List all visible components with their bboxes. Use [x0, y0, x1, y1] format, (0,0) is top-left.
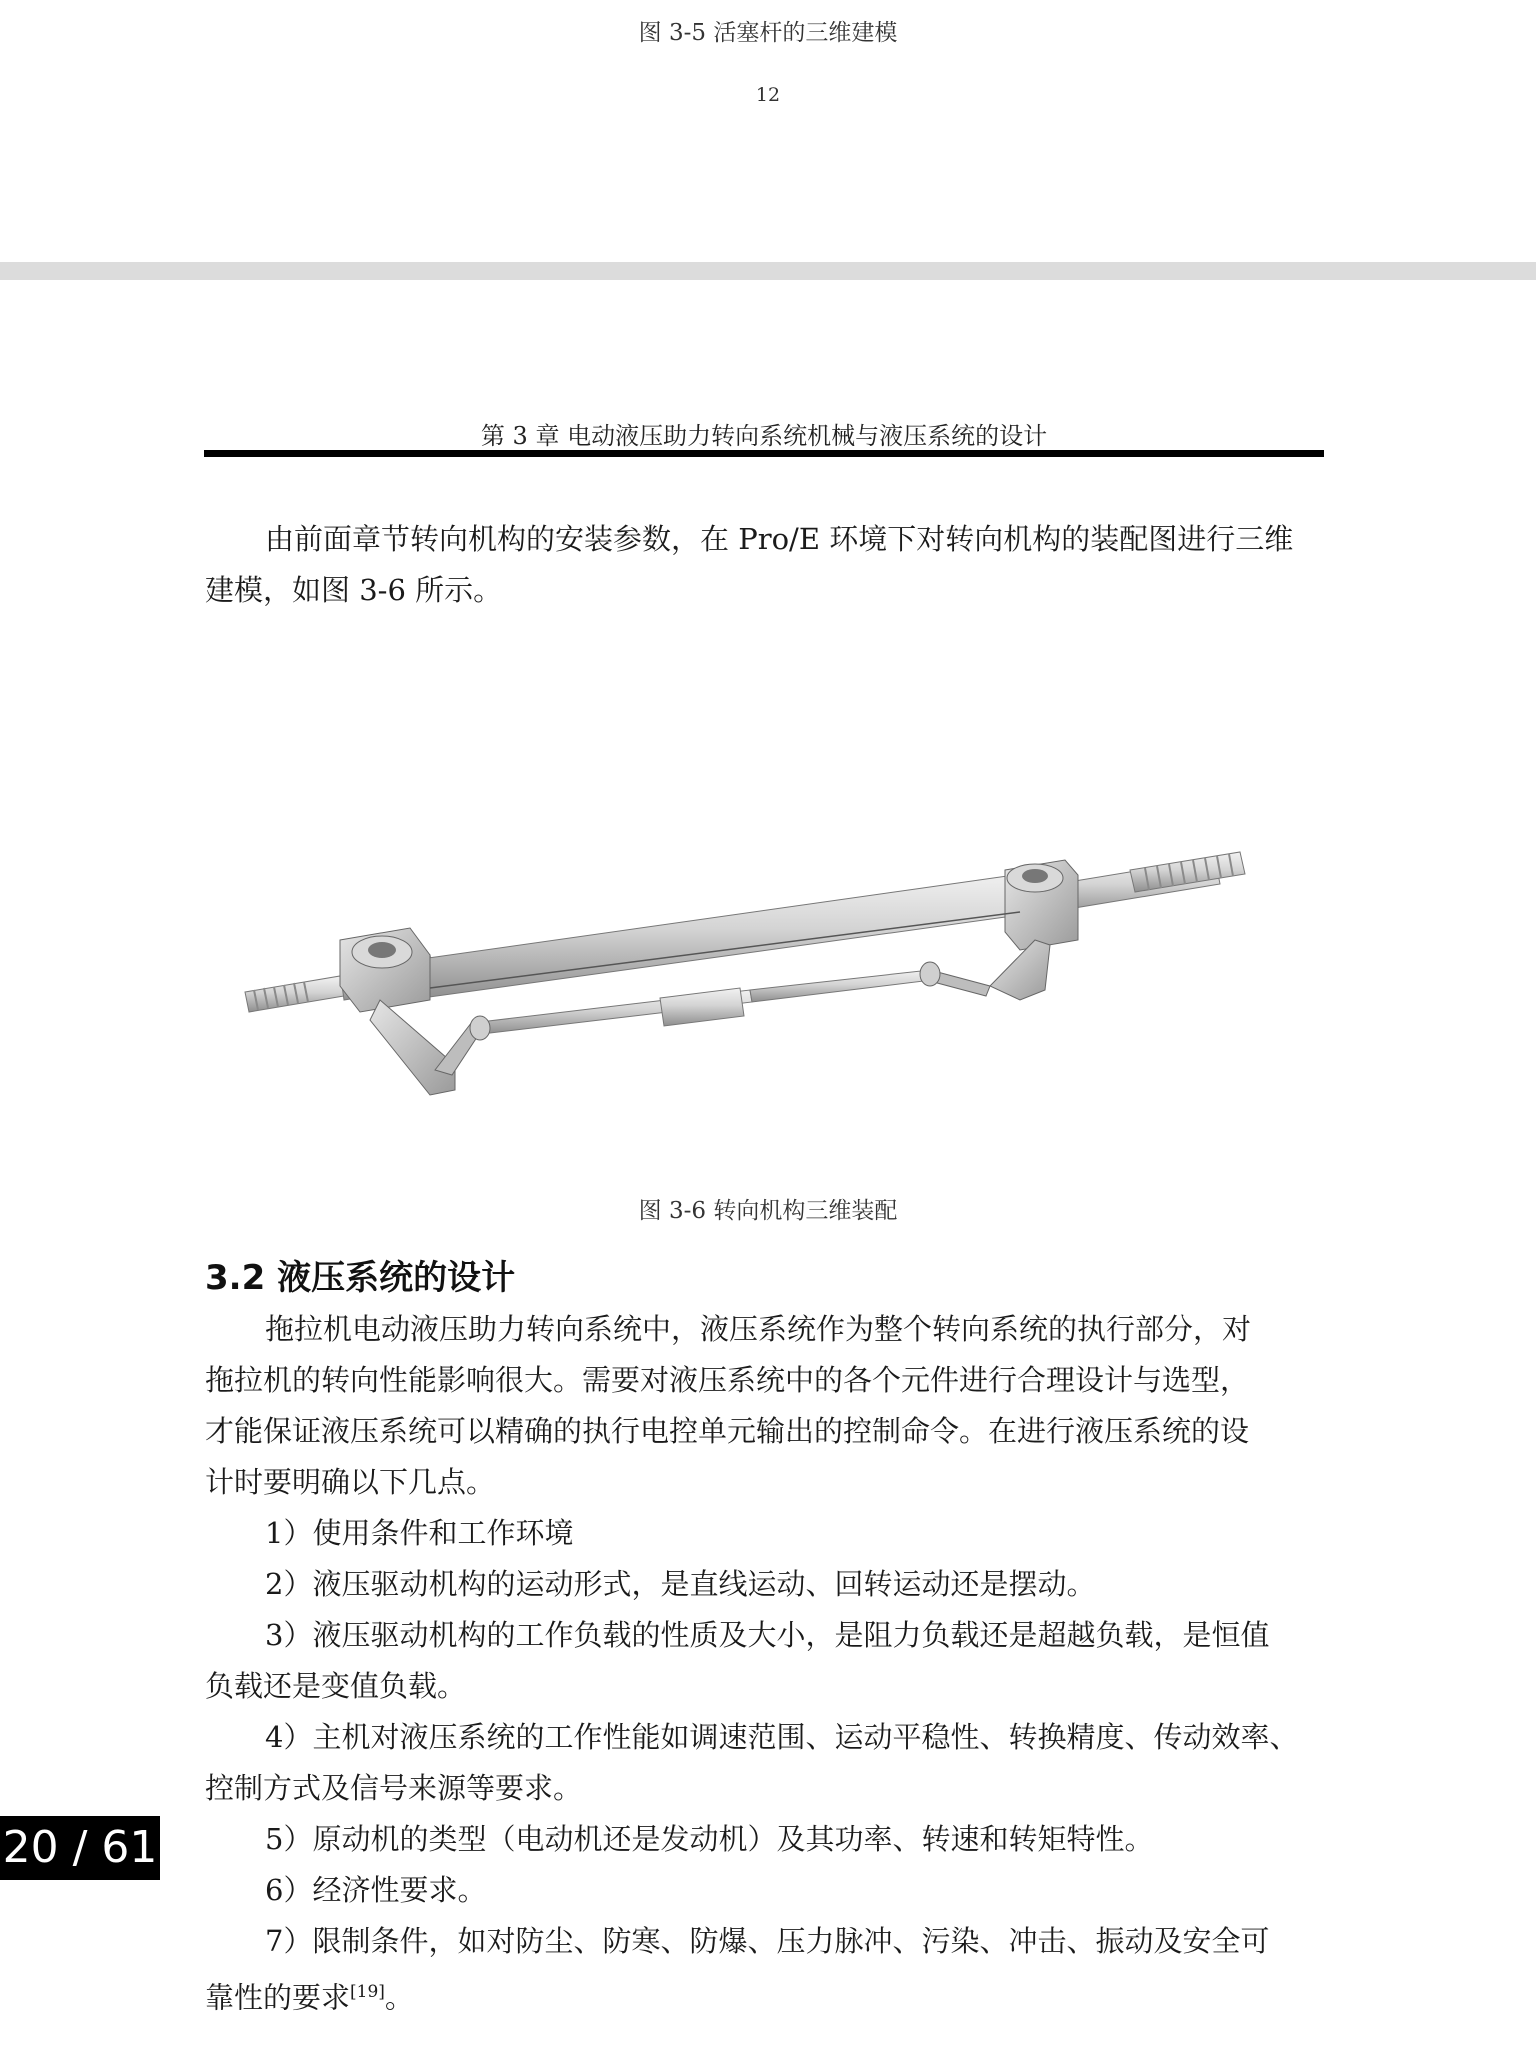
intro-line-1: 由前面章节转向机构的安装参数，在 Pro/E 环境下对转向机构的装配图进行三维: [265, 522, 1294, 556]
list-item-7-text: 靠性的要求: [205, 1980, 351, 2015]
section-heading: 3.2 液压系统的设计: [205, 1258, 516, 1298]
body-line: 计时要明确以下几点。: [205, 1465, 496, 1499]
citation-reference[interactable]: [19]: [350, 1982, 385, 2002]
list-item-7: 7）限制条件，如对防尘、防寒、防爆、压力脉冲、污染、冲击、振动及安全可: [265, 1924, 1270, 1958]
body-line: 才能保证液压系统可以精确的执行电控单元输出的控制命令。在进行液压系统的设: [205, 1414, 1250, 1448]
running-header: 第 3 章 电动液压助力转向系统机械与液压系统的设计: [480, 422, 1048, 450]
list-item-7-cont: [205, 1967, 1325, 2024]
steering-assembly-figure: [230, 750, 1310, 1100]
list-item-6: 6）经济性要求。: [265, 1873, 487, 1907]
header-rule: [204, 450, 1324, 457]
previous-figure-caption: 图 3-5 活塞杆的三维建模: [638, 20, 898, 46]
list-item-7-end: 。: [384, 1980, 414, 2015]
list-item-3-cont: 负载还是变值负载。: [205, 1669, 467, 1703]
list-item-1: 1）使用条件和工作环境: [265, 1516, 574, 1550]
intro-paragraph: [205, 514, 1385, 565]
list-item-4: 4）主机对液压系统的工作性能如调速范围、运动平稳性、转换精度、传动效率、: [265, 1720, 1299, 1754]
page-separator: [0, 262, 1536, 280]
list-item-3: 3）液压驱动机构的工作负载的性质及大小，是阻力负载还是超越负载，是恒值: [265, 1618, 1270, 1652]
body-line: 拖拉机电动液压助力转向系统中，液压系统作为整个转向系统的执行部分，对: [265, 1312, 1252, 1346]
document-page: [0, 280, 1536, 2048]
figure-caption: 图 3-6 转向机构三维装配: [638, 1198, 898, 1224]
list-item-4-cont: 控制方式及信号来源等要求。: [205, 1771, 583, 1805]
body-line: 拖拉机的转向性能影响很大。需要对液压系统中的各个元件进行合理设计与选型，: [205, 1363, 1250, 1397]
list-item-2: 2）液压驱动机构的运动形式，是直线运动、回转运动还是摆动。: [265, 1567, 1096, 1601]
intro-paragraph-cont: [205, 565, 1325, 616]
page-counter: 20 / 61: [0, 1816, 160, 1880]
previous-page-number: 12: [755, 84, 781, 106]
body-text: [205, 1304, 1325, 2024]
intro-line-2: 建模，如图 3-6 所示。: [205, 573, 503, 607]
previous-page: [0, 0, 1536, 262]
list-item-5: 5）原动机的类型（电动机还是发动机）及其功率、转速和转矩特性。: [265, 1822, 1154, 1856]
